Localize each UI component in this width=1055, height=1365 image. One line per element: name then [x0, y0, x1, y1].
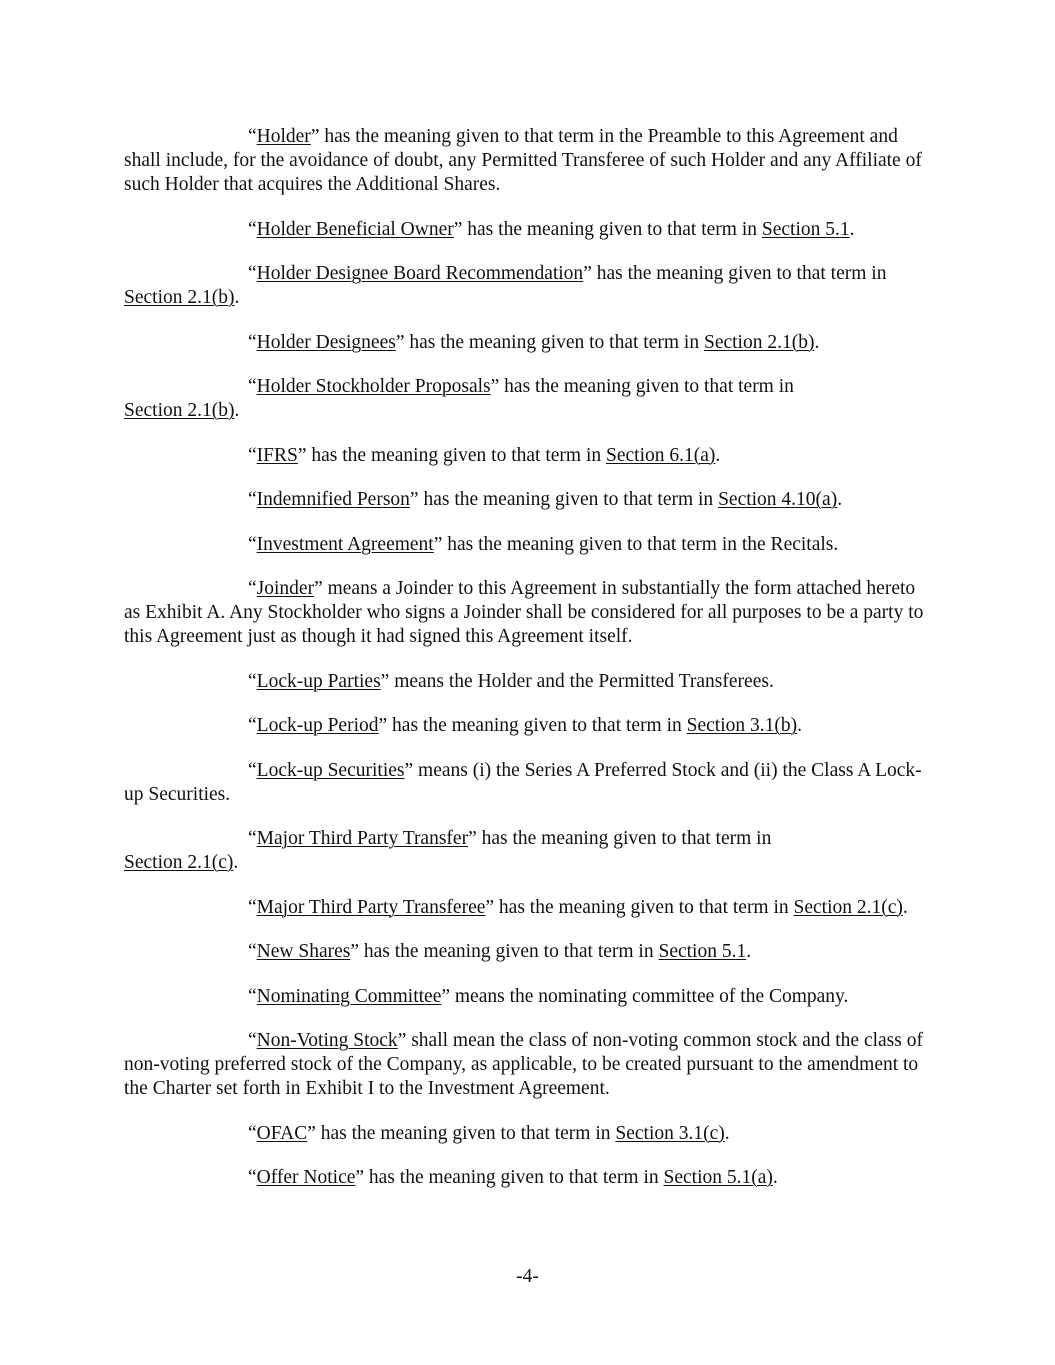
definition-end: .: [746, 941, 752, 962]
defined-term: Investment Agreement: [256, 533, 434, 555]
section-reference: Section 2.1(c): [124, 852, 234, 873]
definition-end: .: [233, 852, 239, 873]
definition-holder-beneficial-owner: “Holder Beneficial Owner” has the meaning given to that term in Section 5.1.: [248, 218, 855, 240]
section-reference: Section 2.1(b): [703, 331, 815, 353]
definition-text: has the meaning given to that term in: [591, 263, 887, 284]
defined-term: Lock-up Period: [256, 715, 379, 736]
defined-term: Major Third Party Transfer: [256, 828, 469, 849]
definition-text: has the meaning given to that term in: [494, 896, 794, 918]
defined-term: Offer Notice: [256, 1167, 356, 1188]
definition-text: has the meaning given to that term in: [462, 218, 762, 240]
definition-end: .: [837, 489, 843, 510]
definition-indemnified-person: “Indemnified Person” has the meaning given to that term in Section 4.10(a).: [248, 489, 843, 510]
defined-term: Holder Designees: [256, 331, 396, 353]
definition-text: has the meaning given to that term in: [306, 444, 606, 466]
definition-text: has the meaning given to that term in: [418, 489, 719, 510]
definition-lock-up-parties: “Lock-up Parties” means the Holder and the Permitted Transferees.: [248, 670, 774, 692]
definition-lock-up-period: “Lock-up Period” has the meaning given to that term in Section 3.1(b).: [248, 715, 803, 736]
defined-term: OFAC: [256, 1122, 308, 1144]
defined-term: Major Third Party Transferee: [256, 896, 486, 918]
definition-text: has the meaning given to that term in the Preamble to this Agreement and shall include, for the avoidance of doubt, any Permitted Transferee of such Holder and any Affiliate of such Holder that acquires the Additional Shares.: [124, 126, 922, 195]
defined-term: Lock-up Securities: [256, 759, 405, 781]
definition-holder-stockholder-proposals: “Holder Stockholder Proposals” has the meaning given to that term in Section 2.1(b).: [124, 376, 794, 421]
definition-holder-designee-board-recommendation: “Holder Designee Board Recommendation” has the meaning given to that term in Section 2.1(b).: [124, 263, 887, 308]
definition-text: has the meaning given to that term in: [404, 331, 704, 353]
definition-text: has the meaning given to that term in: [387, 715, 687, 736]
section-reference: Section 2.1(b): [124, 400, 235, 421]
defined-term: Joinder: [256, 578, 315, 599]
definition-major-third-party-transfer: “Major Third Party Transfer” has the meaning given to that term in Section 2.1(c).: [124, 828, 772, 873]
definition-text: means the nominating committee of the Company.: [450, 985, 849, 1007]
definition-non-voting-stock: “Non-Voting Stock” shall mean the class of non-voting common stock and the class of non-voting preferred stock of the Company, as applicable, to be created pursuant to the amendment to the Charter set forth in Exhibit I to the Investment Agreement.: [124, 1030, 923, 1099]
definition-text: has the meaning given to that term in: [359, 941, 659, 962]
definition-text: has the meaning given to that term in: [476, 828, 772, 849]
definition-end: .: [849, 218, 855, 240]
definition-text: has the meaning given to that term in: [364, 1167, 664, 1188]
section-reference: Section 5.1: [658, 941, 747, 962]
definition-text: has the meaning given to that term in the Recitals.: [442, 533, 839, 555]
definition-text: means (i) the Series A Preferred Stock and (ii) the Class A Lock-up Securities.: [124, 759, 922, 805]
defined-term: Holder: [256, 126, 311, 147]
definition-ifrs: “IFRS” has the meaning given to that term in Section 6.1(a).: [248, 444, 721, 466]
definition-end: .: [772, 1167, 778, 1188]
definition-holder: “Holder” has the meaning given to that term in the Preamble to this Agreement and shall include, for the avoidance of doubt, any Permitted Transferee of such Holder and any Affiliate of such Holder that acquires the Additional Shares.: [124, 126, 922, 195]
definition-ofac: “OFAC” has the meaning given to that term in Section 3.1(c).: [248, 1122, 730, 1144]
defined-term: New Shares: [256, 941, 351, 962]
definition-investment-agreement: “Investment Agreement” has the meaning given to that term in the Recitals.: [248, 533, 839, 555]
defined-term: Lock-up Parties: [256, 670, 381, 692]
section-reference: Section 2.1(c): [793, 896, 903, 918]
definition-end: .: [724, 1122, 730, 1144]
defined-term: Nominating Committee: [256, 985, 442, 1007]
section-reference: Section 2.1(b): [124, 287, 235, 308]
defined-term: Holder Designee Board Recommendation: [256, 263, 584, 284]
definition-major-third-party-transferee: “Major Third Party Transferee” has the meaning given to that term in Section 2.1(c).: [248, 896, 908, 918]
definition-end: .: [234, 287, 240, 308]
definition-new-shares: “New Shares” has the meaning given to that term in Section 5.1.: [248, 941, 752, 962]
definition-text: shall mean the class of non-voting common stock and the class of non-voting preferred stock of the Company, as applicable, to be created pursuant to the amendment to the Charter set forth in Exhibit I to the Investment Agreement.: [124, 1030, 923, 1099]
definition-end: .: [715, 444, 721, 466]
section-reference: Section 5.1(a): [663, 1167, 773, 1188]
definition-end: .: [814, 331, 820, 353]
defined-term: Holder Stockholder Proposals: [256, 376, 491, 397]
definition-offer-notice: “Offer Notice” has the meaning given to that term in Section 5.1(a).: [248, 1167, 778, 1188]
definition-end: .: [902, 896, 908, 918]
section-reference: Section 4.10(a): [718, 489, 838, 510]
definition-lock-up-securities: “Lock-up Securities” means (i) the Series A Preferred Stock and (ii) the Class A Lock-up Securities.: [124, 759, 922, 805]
page-number: -4-: [516, 1266, 539, 1287]
definition-text: means the Holder and the Permitted Transferees.: [389, 670, 774, 692]
defined-term: IFRS: [256, 444, 298, 466]
definition-text: means a Joinder to this Agreement in substantially the form attached hereto as Exhibit A. Any Stockholder who signs a Joinder shall be considered for all purposes to be a party to this Agreement just as though it had signed this Agreement itself.: [124, 578, 924, 647]
section-reference: Section 5.1: [761, 218, 850, 240]
definition-end: .: [797, 715, 803, 736]
definition-text: has the meaning given to that term in: [499, 376, 794, 397]
definition-joinder: “Joinder” means a Joinder to this Agreement in substantially the form attached hereto as Exhibit A. Any Stockholder who signs a Joinder shall be considered for all purposes to be a party to this Agreement just as though it had signed this Agreement itself.: [124, 578, 924, 647]
definition-end: .: [234, 400, 240, 421]
section-reference: Section 3.1(c): [615, 1122, 725, 1144]
defined-term: Holder Beneficial Owner: [256, 218, 454, 240]
definition-holder-designees: “Holder Designees” has the meaning given to that term in Section 2.1(b).: [248, 331, 820, 353]
definition-text: has the meaning given to that term in: [315, 1122, 616, 1144]
definition-nominating-committee: “Nominating Committee” means the nominating committee of the Company.: [248, 985, 849, 1007]
defined-term: Non-Voting Stock: [256, 1030, 398, 1051]
section-reference: Section 3.1(b): [686, 715, 798, 736]
defined-term: Indemnified Person: [256, 489, 410, 510]
section-reference: Section 6.1(a): [606, 444, 716, 466]
definitions-list: [124, 125, 930, 1211]
